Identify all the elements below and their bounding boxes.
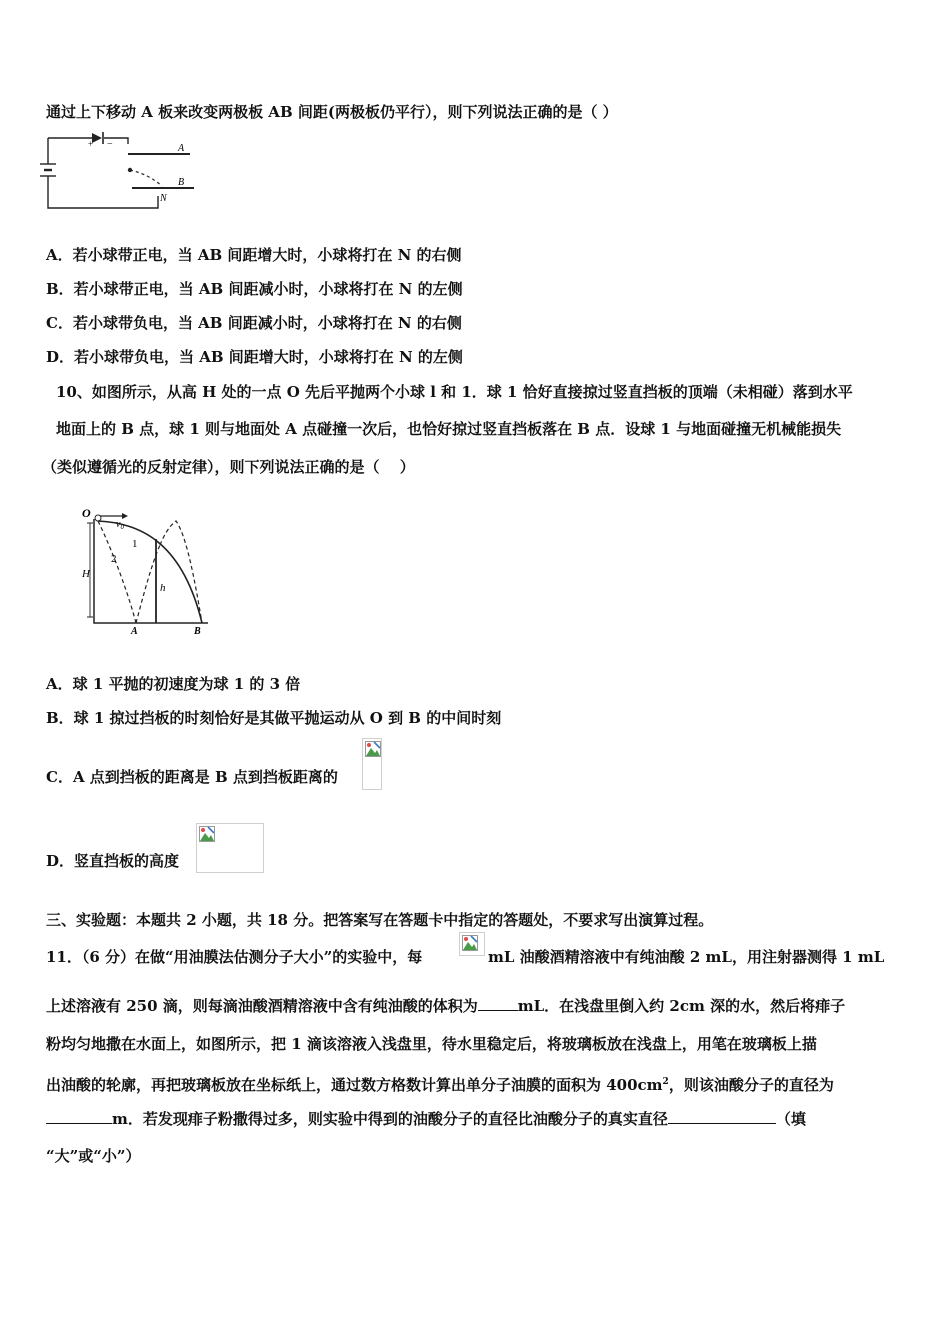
section3-heading: 三、实验题：本题共 2 小题，共 18 分。把答案写在答题卡中指定的答题处，不要求写出演算过程。 xyxy=(46,911,714,929)
q11-superscript: 2 xyxy=(662,1077,669,1087)
q9-option-b: B．若小球带正电，当 AB 间距减小时，小球将打在 N 的左侧 xyxy=(46,280,463,298)
q11-line5 xyxy=(46,1109,806,1129)
diode-icon xyxy=(92,133,102,143)
broken-image-icon xyxy=(462,935,478,951)
ball-2-label: 2 xyxy=(111,553,117,565)
point-n-label: N xyxy=(160,193,167,204)
q11-line5-start: m．若发现痱子粉撒得过多，则实验中得到的油酸分子的直径比油酸分子的真实直径 xyxy=(112,1110,668,1128)
q10-stem-line3: （类似遵循光的反射定律），则下列说法正确的是（ ） xyxy=(42,458,415,476)
v0-label: $v_0$ xyxy=(116,519,124,531)
formula-image-placeholder-c xyxy=(362,738,382,790)
q9-option-d: D．若小球带负电，当 AB 间距增大时，小球将打在 N 的左侧 xyxy=(46,348,463,366)
q11-line4-end: ，则该油酸分子的直径为 xyxy=(668,1076,834,1094)
q10-option-c: C．A 点到挡板的距离是 B 点到挡板距离的 xyxy=(46,768,338,786)
q11-line3: 粉均匀地撒在水面上，如图所示，把 1 滴该溶液入浅盘里，待水里稳定后，将玻璃板放在浅盘上，用笔在玻璃板上描 xyxy=(46,1035,817,1053)
capacitor-circuit-figure xyxy=(40,130,200,212)
q10-option-a: A．球 1 平抛的初速度为球 1 的 3 倍 xyxy=(46,675,301,693)
height-h-label: H xyxy=(82,568,90,580)
barrier-h-label: h xyxy=(160,582,166,594)
answer-blank-diameter[interactable] xyxy=(46,1109,112,1124)
q9-option-a: A．若小球带正电，当 AB 间距增大时，小球将打在 N 的右侧 xyxy=(46,246,462,264)
broken-image-icon xyxy=(199,826,215,842)
q10-stem-line2: 地面上的 B 点，球 1 则与地面处 A 点碰撞一次后，也恰好掠过竖直挡板落在 B 点．设球 1 与地面碰撞无机械能损失 xyxy=(56,420,842,438)
point-o-label: O xyxy=(82,506,91,520)
q11-line6: “大”或“小”） xyxy=(46,1147,141,1165)
answer-blank-volume[interactable] xyxy=(478,996,518,1011)
q11-line1-end: mL 油酸酒精溶液中有纯油酸 2 mL，用注射器测得 1 mL xyxy=(488,948,885,966)
q11-line2 xyxy=(46,996,845,1016)
formula-image-placeholder-q11 xyxy=(459,932,485,956)
minus-label: − xyxy=(107,139,113,150)
q11-line2-end: mL．在浅盘里倒入约 2cm 深的水，然后将痱子 xyxy=(517,997,846,1015)
broken-image-icon xyxy=(365,741,381,757)
q11-line2-start: 上述溶液有 250 滴，则每滴油酸酒精溶液中含有纯油酸的体积为 xyxy=(46,997,478,1015)
point-a-label: A xyxy=(131,626,138,637)
q9-option-c: C．若小球带负电，当 AB 间距减小时，小球将打在 N 的右侧 xyxy=(46,314,462,332)
projectile-figure xyxy=(78,505,218,637)
q10-stem-line1: 10、如图所示，从高 H 处的一点 O 先后平抛两个小球 l 和 1．球 1 恰好直接掠过竖直挡板的顶端（未相碰）落到水平 xyxy=(56,383,853,401)
ball-1-label: 1 xyxy=(132,538,138,550)
q10-option-b: B．球 1 掠过挡板的时刻恰好是其做平抛运动从 O 到 B 的中间时刻 xyxy=(46,709,502,727)
velocity-arrow-icon xyxy=(122,513,128,519)
q11-line4-start: 出油酸的轮廓，再把玻璃板放在坐标纸上，通过数方格数计算出单分子油膜的面积为 400cm xyxy=(46,1076,663,1094)
q11-line1-start: 11．（6 分）在做“用油膜法估测分子大小”的实验中，每 xyxy=(46,948,423,966)
q9-stem: 通过上下移动 A 板来改变两极板 AB 间距(两极板仍平行），则下列说法正确的是（ ） xyxy=(46,103,618,121)
plate-a-label: A xyxy=(178,143,185,154)
formula-image-placeholder-d xyxy=(196,823,264,873)
plus-label: + xyxy=(88,139,94,149)
q11-line4 xyxy=(46,1072,834,1095)
point-b-label: B xyxy=(194,626,201,637)
answer-blank-compare[interactable] xyxy=(668,1109,776,1124)
q10-option-d: D．竖直挡板的高度 xyxy=(46,852,180,870)
q11-line5-end: （填 xyxy=(775,1110,806,1128)
plate-b-label: B xyxy=(178,177,185,188)
